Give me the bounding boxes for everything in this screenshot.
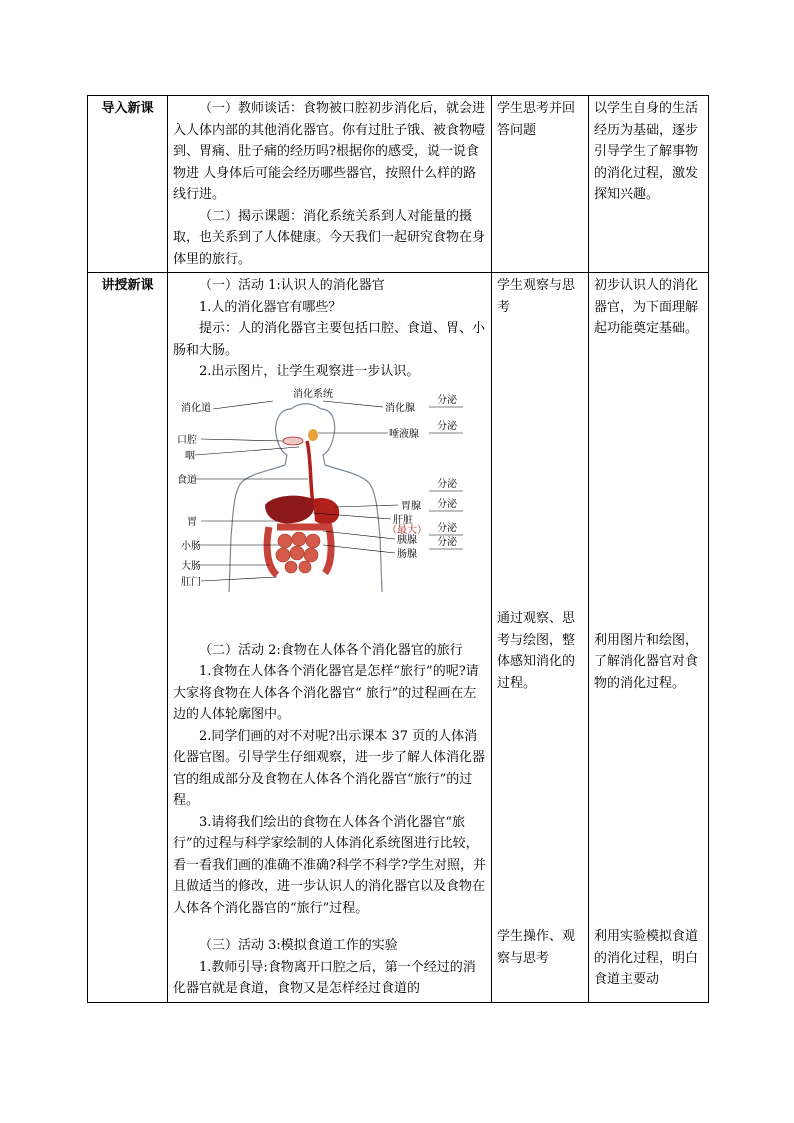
diagram-title: 消化系统	[293, 388, 333, 400]
design-intent-cell	[589, 273, 709, 1003]
diagram-label: 胃腺	[401, 500, 421, 512]
paragraph: 1.食物在人体各个消化器官是怎样“旅行”的呢?请大家将食物在人体各个消化器官“ 旅行”的过程画在左边的人体轮廓图中。	[173, 664, 479, 722]
secrete-label: 分泌	[437, 536, 457, 548]
paragraph: （二）活动 2:食物在人体各个消化器官的旅行	[199, 642, 463, 658]
paragraph: 提示：人的消化器官主要包括口腔、食道、胃、小肠和大肠。	[173, 321, 486, 358]
paragraph: 3.请将我们绘出的食物在人体各个消化器官“旅行”的过程与科学家绘制的人体消化系统图进行比较，看一看我们画的准确不准确?科学不科学?学生对照，并且做适当的修改，进一步认识人的消化器官以及食物在人体各个消化器官的“旅行”过程。	[173, 814, 486, 916]
content-cell	[168, 273, 492, 1003]
diagram-label: 食道	[177, 474, 197, 486]
paragraph: 1.教师引导:食物离开口腔之后，第一个经过的消化器官就是食道，食物又是怎样经过食道的	[173, 959, 476, 996]
paragraph: （三）活动 3:模拟食道工作的实验	[199, 938, 398, 953]
diagram-label: 消化腺	[385, 402, 415, 414]
secrete-label: 分泌	[437, 522, 457, 534]
diagram-label: 小肠	[181, 540, 201, 552]
diagram-label: 胰腺	[397, 534, 417, 546]
paragraph: 1.人的消化器官有哪些？	[199, 299, 342, 315]
diagram-label: 咽	[185, 450, 195, 462]
diagram-label: 消化道	[181, 402, 211, 414]
diagram-label: 大肠	[181, 560, 201, 572]
paragraph: （一）活动 1:认识人的消化器官	[199, 278, 385, 293]
secrete-label: 分泌	[437, 498, 457, 510]
lesson-plan-table	[87, 95, 709, 1003]
student-activity-text: 学生操作、观察与思考	[497, 929, 576, 966]
secrete-label: 分泌	[437, 420, 457, 432]
diagram-label: 肝脏	[393, 514, 413, 526]
paragraph: （一）教师谈话：食物被口腔初步消化后，就会进入人体内部的其他消化器官。你有过肚子饿、被食物噎到、胃痛、肚子痛的经历吗?根据你的感受，说一说食物进 人身体后可能会经历哪些器官，按照什么样的路线行进。	[173, 101, 486, 202]
diagram-label: 肛门	[181, 576, 201, 588]
paragraph: 2.出示图片，让学生观察进一步认识。	[199, 364, 420, 379]
diagram-label: （最大）	[387, 524, 427, 536]
diagram-label: 肠腺	[397, 548, 417, 560]
stage-cell: 导入新课	[88, 96, 168, 273]
diagram-label: 口腔	[177, 434, 197, 446]
design-intent-text: 初步认识人的消化器官，为下面理解起功能奠定基础。	[594, 278, 699, 336]
design-intent-text: 利用图片和绘图，了解消化器官对食物的消化过程。	[594, 632, 699, 691]
design-intent-cell: 以学生自身的生活经历为基础，逐步引导学生了解事物的消化过程，激发探知兴趣。	[589, 96, 709, 273]
paragraph: （二）揭示课题：消化系统关系到人对能量的摄取，也关系到了人体健康。今天我们一起研究食物在身体里的旅行。	[173, 208, 486, 267]
design-intent-text: 利用实验模拟食道的消化过程，明白食道主要动	[594, 929, 699, 987]
diagram-label: 胃	[187, 516, 197, 528]
student-activity-cell	[492, 273, 589, 1003]
stage-cell: 讲授新课	[88, 273, 168, 1003]
content-cell	[168, 96, 492, 273]
digestive-system-diagram	[173, 387, 483, 592]
table-row	[88, 273, 709, 1003]
diagram-label: 唾液腺	[389, 428, 419, 440]
secrete-label: 分泌	[437, 394, 457, 406]
student-activity-text: 通过观察、思考与绘图，整体感知消化的过程。	[497, 611, 576, 691]
secrete-label: 分泌	[437, 478, 457, 490]
paragraph: 2.同学们画的对不对呢?出示课本 37 页的人体消化器官图。引导学生仔细观察，进一步了解人体消化器官的组成部分及食物在人体各个消化器官“旅行”的过程。	[173, 728, 486, 808]
student-activity-cell: 学生思考并回答问题	[492, 96, 589, 273]
table-row	[88, 96, 709, 273]
student-activity-text: 学生观察与思考	[497, 278, 576, 315]
